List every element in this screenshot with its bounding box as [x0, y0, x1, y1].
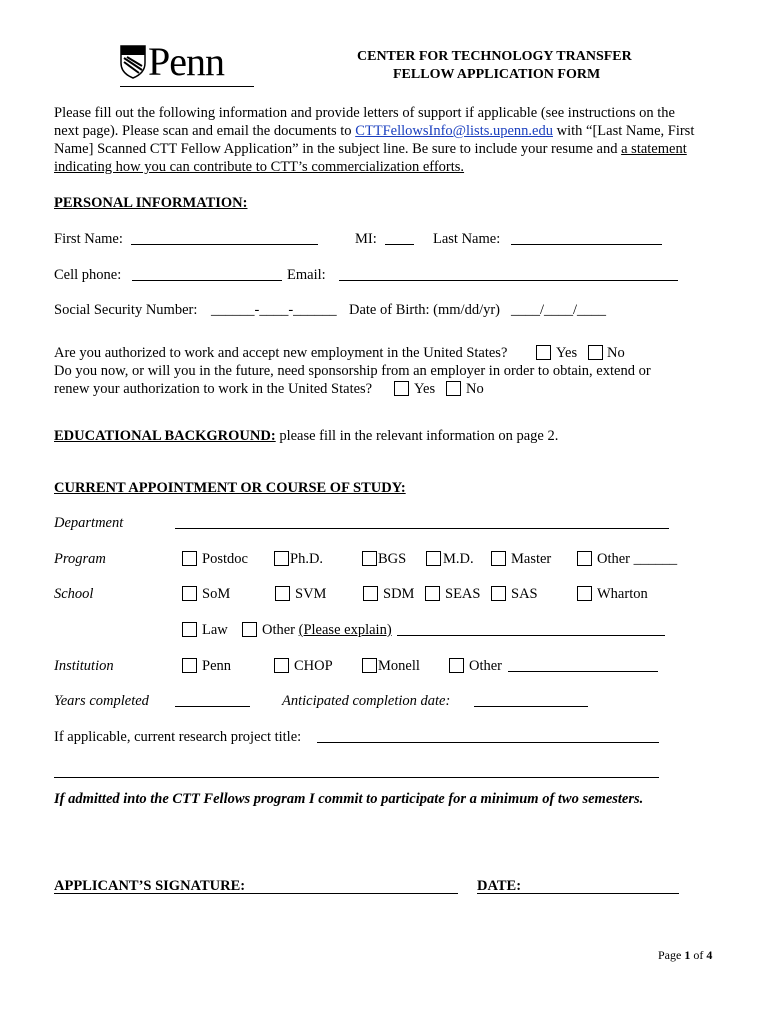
school-svm-checkbox[interactable]	[275, 586, 290, 601]
program-phd-label: Ph.D.	[290, 551, 324, 567]
school-other-explain-field[interactable]	[397, 635, 665, 636]
contact-email-link[interactable]: CTTFellowsInfo@lists.upenn.edu	[355, 123, 553, 139]
education-heading: EDUCATIONAL BACKGROUND:	[54, 428, 276, 444]
mi-field[interactable]	[385, 244, 414, 245]
intro-line-1: Please fill out the following information and provide letters of support if applicable (see instructions on the	[54, 105, 675, 121]
form-title-line1: CENTER FOR TECHNOLOGY TRANSFER	[357, 49, 632, 64]
institution-monell-checkbox[interactable]	[362, 658, 377, 673]
ssn-field[interactable]: ______-____-______	[211, 302, 337, 318]
sponsorship-no-label: No	[466, 381, 484, 397]
school-seas-label: SEAS	[445, 586, 481, 602]
department-field[interactable]	[175, 528, 669, 529]
school-sdm-checkbox[interactable]	[363, 586, 378, 601]
date-label: DATE:	[477, 878, 522, 894]
sponsorship-yes-label: Yes	[414, 381, 436, 397]
first-name-label: First Name:	[54, 231, 123, 247]
appointment-heading: CURRENT APPOINTMENT OR COURSE OF STUDY:	[54, 480, 406, 496]
research-project-field-line2[interactable]	[54, 777, 659, 778]
signature-label: APPLICANT’S SIGNATURE:	[54, 878, 246, 894]
program-phd-checkbox[interactable]	[274, 551, 289, 566]
institution-monell-label: Monell	[378, 658, 420, 674]
research-project-field[interactable]	[317, 742, 659, 743]
school-label: School	[54, 586, 94, 602]
institution-penn-label: Penn	[202, 658, 231, 674]
school-sdm-label: SDM	[383, 586, 415, 602]
school-seas-checkbox[interactable]	[425, 586, 440, 601]
program-postdoc-label: Postdoc	[202, 551, 248, 567]
institution-chop-label: CHOP	[294, 658, 333, 674]
department-label: Department	[54, 515, 124, 531]
mi-label: MI:	[355, 231, 377, 247]
cell-phone-label: Cell phone:	[54, 267, 122, 283]
institution-penn-checkbox[interactable]	[182, 658, 197, 673]
program-label: Program	[54, 551, 106, 567]
institution-label: Institution	[54, 658, 114, 674]
penn-logo-text: Penn	[148, 39, 224, 84]
years-completed-label: Years completed	[54, 693, 149, 709]
personal-info-heading: PERSONAL INFORMATION:	[54, 195, 248, 211]
program-master-label: Master	[511, 551, 552, 567]
work-auth-no-checkbox[interactable]	[588, 345, 603, 360]
logo-rule	[120, 86, 254, 87]
dob-label: Date of Birth: (mm/dd/yr)	[349, 302, 501, 318]
last-name-field[interactable]	[511, 244, 662, 245]
program-other-checkbox[interactable]	[577, 551, 592, 566]
program-master-checkbox[interactable]	[491, 551, 506, 566]
date-field[interactable]	[477, 893, 679, 894]
school-law-label: Law	[202, 622, 228, 638]
first-name-field[interactable]	[131, 244, 318, 245]
program-bgs-label: BGS	[378, 551, 407, 567]
sponsorship-yes-checkbox[interactable]	[394, 381, 409, 396]
work-authorization-question: Are you authorized to work and accept new employment in the United States?	[54, 345, 508, 361]
program-postdoc-checkbox[interactable]	[182, 551, 197, 566]
education-line: EDUCATIONAL BACKGROUND: please fill in the relevant information on page 2.	[54, 428, 559, 444]
institution-other-label: Other	[469, 658, 503, 674]
ssn-label: Social Security Number:	[54, 302, 198, 318]
school-other-label: Other (Please explain)	[262, 622, 392, 638]
work-auth-no-label: No	[607, 345, 625, 361]
program-md-label: M.D.	[443, 551, 474, 567]
institution-chop-checkbox[interactable]	[274, 658, 289, 673]
commitment-statement: If admitted into the CTT Fellows program I commit to participate for a minimum of two semesters.	[54, 791, 644, 807]
work-auth-yes-checkbox[interactable]	[536, 345, 551, 360]
intro-line-4: indicating how you can contribute to CTT’s commercialization efforts.	[54, 159, 465, 175]
school-svm-label: SVM	[295, 586, 327, 602]
program-md-checkbox[interactable]	[426, 551, 441, 566]
cell-phone-field[interactable]	[132, 280, 282, 281]
school-other-checkbox[interactable]	[242, 622, 257, 637]
anticipated-completion-label: Anticipated completion date:	[282, 693, 451, 709]
school-som-label: SoM	[202, 586, 231, 602]
intro-line-3: Name] Scanned CTT Fellow Application” in the subject line. Be sure to include your resume and a statement	[54, 141, 687, 157]
signature-field[interactable]	[54, 893, 458, 894]
work-auth-yes-label: Yes	[556, 345, 578, 361]
program-bgs-checkbox[interactable]	[362, 551, 377, 566]
dob-field[interactable]: ____/____/____	[511, 302, 607, 318]
email-label: Email:	[287, 267, 326, 283]
institution-other-field[interactable]	[508, 671, 658, 672]
research-project-label: If applicable, current research project title:	[54, 729, 302, 745]
school-sas-checkbox[interactable]	[491, 586, 506, 601]
email-field[interactable]	[339, 280, 678, 281]
sponsorship-no-checkbox[interactable]	[446, 381, 461, 396]
program-other-label: Other ______	[597, 551, 678, 567]
anticipated-completion-field[interactable]	[474, 706, 588, 707]
sponsorship-question-line2: renew your authorization to work in the United States?	[54, 381, 373, 397]
page-number: Page 1 of 4	[658, 948, 713, 962]
school-wharton-label: Wharton	[597, 586, 648, 602]
institution-other-checkbox[interactable]	[449, 658, 464, 673]
penn-shield-icon	[120, 45, 146, 79]
last-name-label: Last Name:	[433, 231, 501, 247]
school-sas-label: SAS	[511, 586, 538, 602]
school-som-checkbox[interactable]	[182, 586, 197, 601]
years-completed-field[interactable]	[175, 706, 250, 707]
sponsorship-question-line1: Do you now, or will you in the future, need sponsorship from an employer in order to obtain, extend or	[54, 363, 651, 379]
form-title-line2: FELLOW APPLICATION FORM	[393, 67, 601, 82]
school-law-checkbox[interactable]	[182, 622, 197, 637]
intro-line-2: next page). Please scan and email the documents to CTTFellowsInfo@lists.upenn.edu with “[Last Name, First	[54, 123, 695, 139]
school-wharton-checkbox[interactable]	[577, 586, 592, 601]
